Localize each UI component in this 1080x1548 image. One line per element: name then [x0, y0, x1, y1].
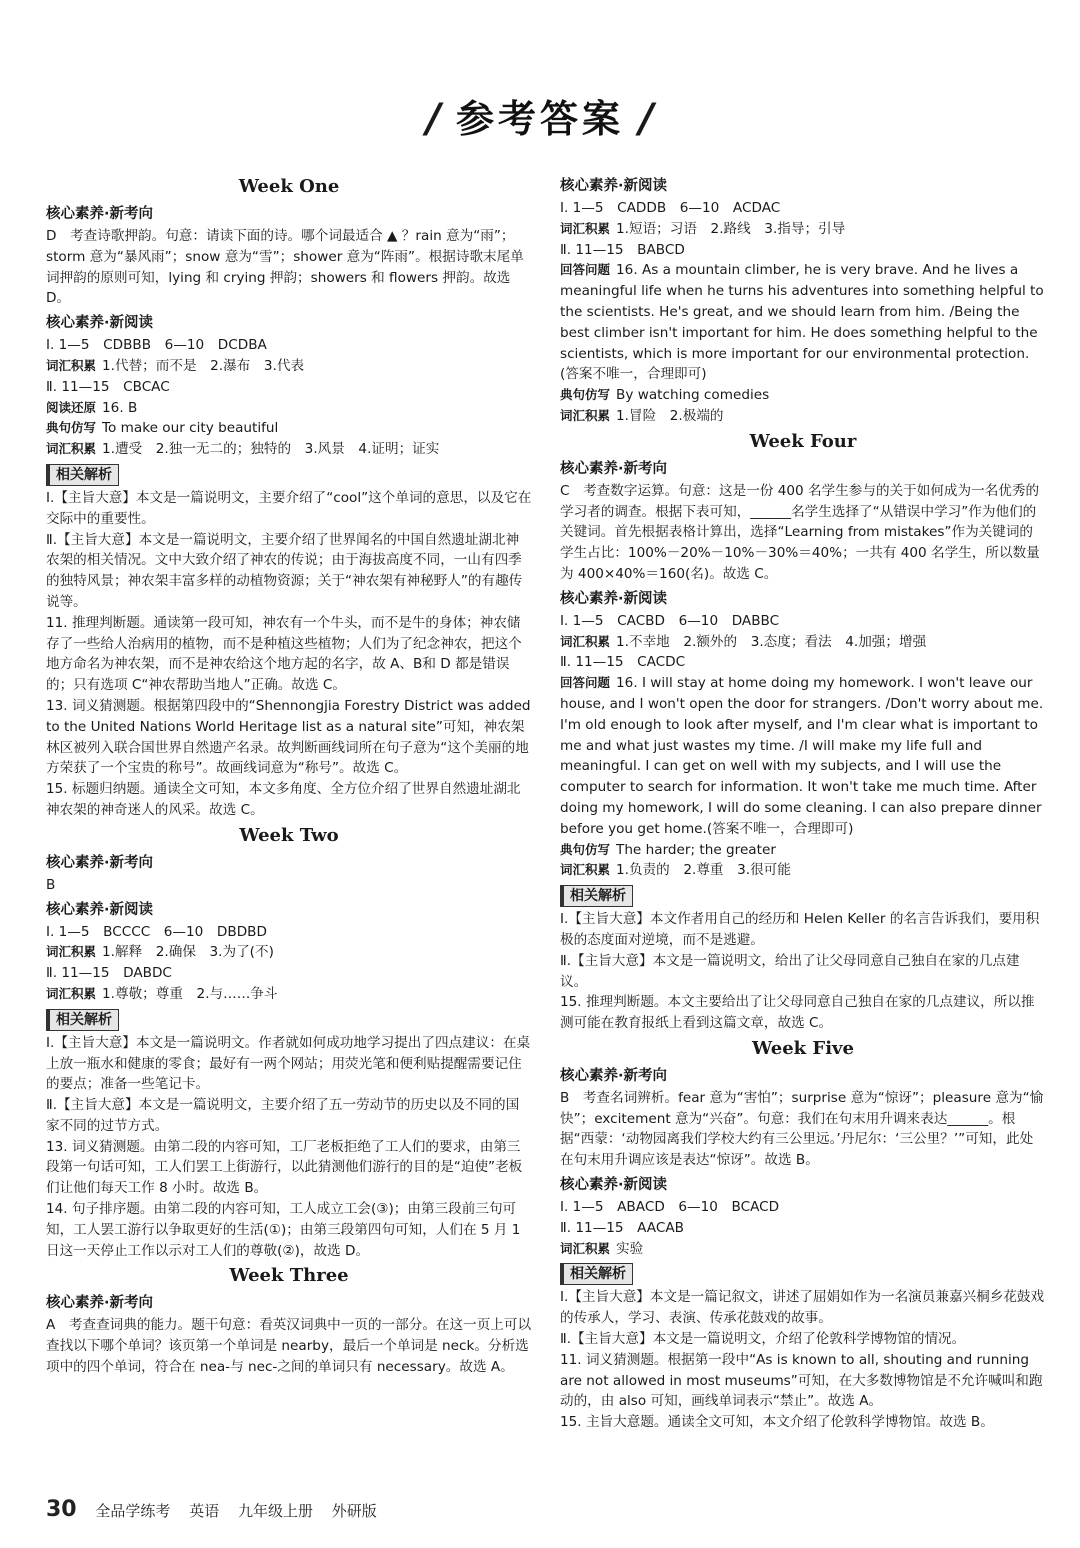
answer-line: [46, 398, 532, 419]
analysis-tag-row: [46, 1005, 532, 1033]
answer-label: 词汇积累: [560, 1240, 611, 1256]
section-heading: 核心素养·新阅读: [46, 315, 154, 332]
answer-line: [46, 418, 532, 439]
explanation-paragraph: Ⅱ.【主旨大意】本文是一篇说明文，给出了让父母同意自己独自在家的几点建议。: [560, 952, 1020, 990]
footer-brand: 全品学练考: [95, 1502, 171, 1520]
answer-line: [560, 260, 1046, 385]
analysis-tag-row: [560, 1259, 1046, 1287]
week-title: Week Two: [239, 824, 339, 846]
section-heading: 核心素养·新阅读: [560, 178, 668, 194]
explanation-paragraph: 13. 词义猜测题。由第二段的内容可知，工厂老板拒绝了工人们的要求，由第三段第一句话可知，工人们罢工上街游行，以此猜测他们游行的目的是“迫使”老板们让他们每天工作 8 小时。故选 B。: [46, 1138, 523, 1197]
footer-grade: 九年级上册: [238, 1502, 314, 1520]
answer-key-line: Ⅰ. 1—5 CADDB 6—10 ACDAC: [560, 200, 781, 216]
answer-line: [560, 632, 1046, 653]
answer-label: 回答问题: [560, 262, 611, 278]
explanation-paragraph: Ⅰ.【主旨大意】本文是一篇说明文，主要介绍了“cool”这个单词的意思，以及它在交际中的重要性。: [46, 489, 532, 527]
week-title: Week Four: [749, 430, 857, 452]
answer-line: [560, 840, 1046, 861]
title-slash-left: /: [426, 96, 441, 142]
answer-key-line: Ⅰ. 1—5 BCCCC 6—10 DBDBD: [46, 923, 267, 940]
answer-line: [560, 406, 1046, 427]
analysis-tag: 相关解析: [46, 1009, 119, 1031]
answer-text: 16. B: [102, 399, 138, 416]
footer-edition: 外研版: [331, 1502, 377, 1520]
section-heading: 核心素养·新阅读: [46, 901, 154, 918]
section-heading: 核心素养·新考向: [560, 460, 668, 477]
page-header: [0, 88, 1080, 143]
answer-line: [560, 219, 1046, 240]
answer-text: 1.代替；而不是 2.瀑布 3.代表: [102, 357, 305, 374]
explanation-paragraph: Ⅰ.【主旨大意】本文是一篇记叙文，讲述了屈娟如作为一名演员兼嘉兴桐乡花鼓戏的传承人，学习、表演、传承花鼓戏的故事。: [560, 1289, 1045, 1327]
answer-text: 1.解释 2.确保 3.为了(不): [102, 944, 274, 961]
week-title: Week One: [238, 176, 340, 197]
answer-text: 1.不幸地 2.额外的 3.态度；看法 4.加强；增强: [616, 633, 927, 650]
answer-label: 词汇积累: [46, 441, 97, 457]
analysis-tag-row: [560, 881, 1046, 909]
explanation-paragraph: A 考查查词典的能力。题干句意：看英汉词典中一页的一部分。在这一页上可以查找以下哪个单词？该页第一个单词是 nearby，最后一个单词是 neck。分析选项中的四个单词，符合在 nea-与 nec-之间的单词只有 necessary。故选 A。: [46, 1317, 532, 1376]
answer-key-line: Ⅱ. 11—15 CACDC: [560, 654, 686, 671]
answer-key-line: Ⅰ. 1—5 ABACD 6—10 BCACD: [560, 1199, 780, 1216]
answer-label: 词汇积累: [46, 944, 97, 960]
answer-line: [560, 1239, 1046, 1260]
answer-label: 词汇积累: [560, 407, 611, 423]
explanation-paragraph: Ⅱ.【主旨大意】本文是一篇说明文，主要介绍了世界闻名的中国自然遗址湖北神农架的相关情况。文中大致介绍了神农的传说；由于海拔高度不同，一山有四季的独特风景；神农架丰富多样的动植物资源；关于“神农架有神秘野人”的有趣传说等。: [46, 531, 523, 610]
analysis-tag-row: [46, 460, 532, 488]
answer-label: 典句仿写: [560, 387, 611, 403]
answer-text: 16. As a mountain climber, he is very brave. And he lives a meaningful life when he turns his adventures into something helpful to the scientists. He's great, and we should learn from him. /Being the best climber isn't important for him. He does something helpful to the scientists, which is more important for our environmental protection.(答案不唯一，合理即可): [560, 262, 1044, 383]
section-heading: 核心素养·新阅读: [560, 1177, 668, 1194]
answer-key-line: Ⅱ. 11—15 BABCD: [560, 241, 685, 258]
right-column: [560, 172, 1046, 1433]
answer-label: 词汇积累: [46, 357, 97, 373]
left-column: [46, 172, 532, 1378]
analysis-tag: 相关解析: [46, 464, 119, 486]
explanation-paragraph: 15. 标题归纳题。通读全文可知，本文多角度、全方位介绍了世界自然遗址湖北神农架的神奇迷人的风采。故选 C。: [46, 781, 521, 818]
explanation-paragraph: C 考查数字运算。句意：这是一份 400 名学生参与的关于如何成为一名优秀的学习者的调查。根据下表可知，______名学生选择了“从错误中学习”作为他们的关键词。首先根据表格计算出，选择“Learning from mistakes”作为关键词的学生占比：100%－20%－10%－30%＝40%；一共有 400 名学生，所以数量为 400×40%＝160(名)。故选 C。: [560, 482, 1040, 582]
answer-line: [560, 860, 1046, 881]
answer-label: 典句仿写: [46, 420, 97, 436]
footer-subject: 英语: [189, 1502, 220, 1520]
explanation-paragraph: D 考查诗歌押韵。句意：请读下面的诗。哪个词最适合 ▲ ？rain 意为“雨”；storm 意为“暴风雨”；snow 意为“雪”；shower 意为“阵雨”。根据诗歌末尾单词押韵的原则可知，lying 和 crying 押韵；showers 和 flowers 押韵。故选 D。: [46, 228, 524, 307]
explanation-paragraph: 13. 词义猜测题。根据第四段中的“Shennongjia Forestry District was added to the United Nations World Heritage list as a natural site”可知，神农架林区被列入联合国世界自然遗产名录。故判断画线词所在句子意为“这个美丽的地方荣获了一个宝贵的称号”。故画线词意为“称号”。故选 C。: [46, 697, 531, 777]
answer-text: 16. I will stay at home doing my homework. I won't leave our house, and I won't open the door for strangers. /Don't worry about me. I'm old enough to look after myself, and I'm clear what is important to me and what just wastes my time. /I will make my life full and meaningful. I can get on well with my subjects, and I will use the computer to search for information. It won't take me much time. After doing my homework, I will do some cleaning. I can also prepare dinner before you get home.(答案不唯一，合理即可): [560, 675, 1044, 837]
answer-label: 词汇积累: [560, 220, 611, 236]
answer-line: [560, 673, 1046, 839]
section-heading: 核心素养·新考向: [46, 206, 154, 222]
explanation-paragraph: Ⅱ.【主旨大意】本文是一篇说明文，主要介绍了五一劳动节的历史以及不同的国家不同的过节方式。: [46, 1097, 520, 1134]
answer-key-line: Ⅱ. 11—15 DABDC: [46, 965, 172, 982]
answer-key-line: Ⅰ. 1—5 CACBD 6—10 DABBC: [560, 612, 780, 629]
answer-text: 1.冒险 2.极端的: [616, 407, 724, 424]
week-title: Week Five: [752, 1037, 854, 1059]
answer-label: 词汇积累: [560, 633, 611, 649]
page-title: 参考答案: [455, 97, 624, 141]
answer-line: [46, 439, 532, 460]
answer-text: To make our city beautiful: [102, 420, 279, 437]
section-heading: 核心素养·新考向: [46, 1295, 154, 1312]
answer-text: 实验: [616, 1240, 644, 1257]
explanation-paragraph: Ⅰ.【主旨大意】本文是一篇说明文。作者就如何成功地学习提出了四点建议：在桌上放一瓶水和健康的零食；最好有一两个网站；用荧光笔和便利贴提醒需要记住的要点；准备一些笔记卡。: [46, 1034, 531, 1093]
answer-text: The harder; the greater: [616, 841, 776, 858]
answer-key-line: B: [46, 876, 56, 893]
answer-text: 1.负责的 2.尊重 3.很可能: [616, 862, 791, 879]
section-heading: 核心素养·新考向: [46, 854, 154, 871]
answer-label: 词汇积累: [46, 985, 97, 1001]
analysis-tag: 相关解析: [560, 1263, 633, 1285]
answer-key-line: Ⅱ. 11—15 AACAB: [560, 1219, 684, 1236]
explanation-paragraph: 11. 推理判断题。通读第一段可知，神农有一个牛头，而不是牛的身体；神农储存了一些给人治病用的植物，而不是种植这些植物；人们为了纪念神农，把这个地方命名为神农架，而不是神农给这个地方起的名字，故 A、B和 D 都是错误的；只有选项 C“神农帮助当地人”正确。故选 C。: [46, 614, 522, 694]
analysis-tag: 相关解析: [560, 885, 633, 907]
explanation-paragraph: Ⅰ.【主旨大意】本文作者用自己的经历和 Helen Keller 的名言告诉我们，要用积极的态度面对逆境，而不是逃避。: [560, 911, 1040, 948]
explanation-paragraph: Ⅱ.【主旨大意】本文是一篇说明文，介绍了伦敦科学博物馆的情况。: [560, 1331, 966, 1348]
explanation-paragraph: 11. 词义猜测题。根据第一段中“As is known to all, shouting and running are not allowed in most museums”可知，在大多数博物馆是不允许喊叫和跑动的，由 also 可知，画线单词表示“禁止”。故选 A。: [560, 1351, 1043, 1410]
section-heading: 核心素养·新考向: [560, 1067, 668, 1084]
answer-line: [46, 942, 532, 963]
answer-text: By watching comedies: [616, 387, 770, 404]
answer-label: 典句仿写: [560, 841, 611, 857]
explanation-paragraph: 14. 句子排序题。由第二段的内容可知，工人成立工会(③)；由第三段前三句可知，工人罢工游行以争取更好的生活(①)；由第三段第四句可知，人们在 5 月 1 日这一天停止工作以示对工人们的尊敬(②)，故选 D。: [46, 1201, 521, 1259]
answer-line: [560, 385, 1046, 406]
answer-key-line: Ⅱ. 11—15 CBCAC: [46, 378, 170, 395]
answer-key-line: Ⅰ. 1—5 CDBBB 6—10 DCDBA: [46, 337, 267, 354]
answer-line: [46, 356, 532, 377]
section-heading: 核心素养·新阅读: [560, 590, 668, 607]
answer-label: 回答问题: [560, 675, 611, 691]
answer-text: 1.尊敬；尊重 2.与……争斗: [102, 985, 278, 1002]
explanation-paragraph: 15. 主旨大意题。通读全文可知，本文介绍了伦敦科学博物馆。故选 B。: [560, 1414, 994, 1431]
answer-label: 词汇积累: [560, 862, 611, 878]
explanation-paragraph: B 考查名词辨析。fear 意为“害怕”；surprise 意为“惊讶”；pleasure 意为“愉快”；excitement 意为“兴奋”。句意：我们在句末用升调来表达______。根据“西蒙：‘动物园离我们学校大约有三公里远。’丹尼尔：‘三公里？’”可知，此处在句末用升调应该是表达“惊讶”。故选 B。: [560, 1089, 1044, 1169]
explanation-paragraph: 15. 推理判断题。本文主要给出了让父母同意自己独自在家的几点建议，所以推测可能在教育报纸上看到这篇文章，故选 C。: [560, 994, 1035, 1032]
answer-text: 1.短语；习语 2.路线 3.指导；引导: [616, 220, 846, 237]
week-title: Week Three: [229, 1265, 349, 1287]
answer-text: 1.遭受 2.独一无二的；独特的 3.风景 4.证明；证实: [102, 441, 440, 458]
page-footer: [46, 1497, 391, 1522]
title-slash-right: /: [639, 96, 654, 142]
page-number: 30: [46, 1497, 77, 1522]
answer-label: 阅读还原: [46, 399, 97, 415]
answer-line: [46, 984, 532, 1005]
